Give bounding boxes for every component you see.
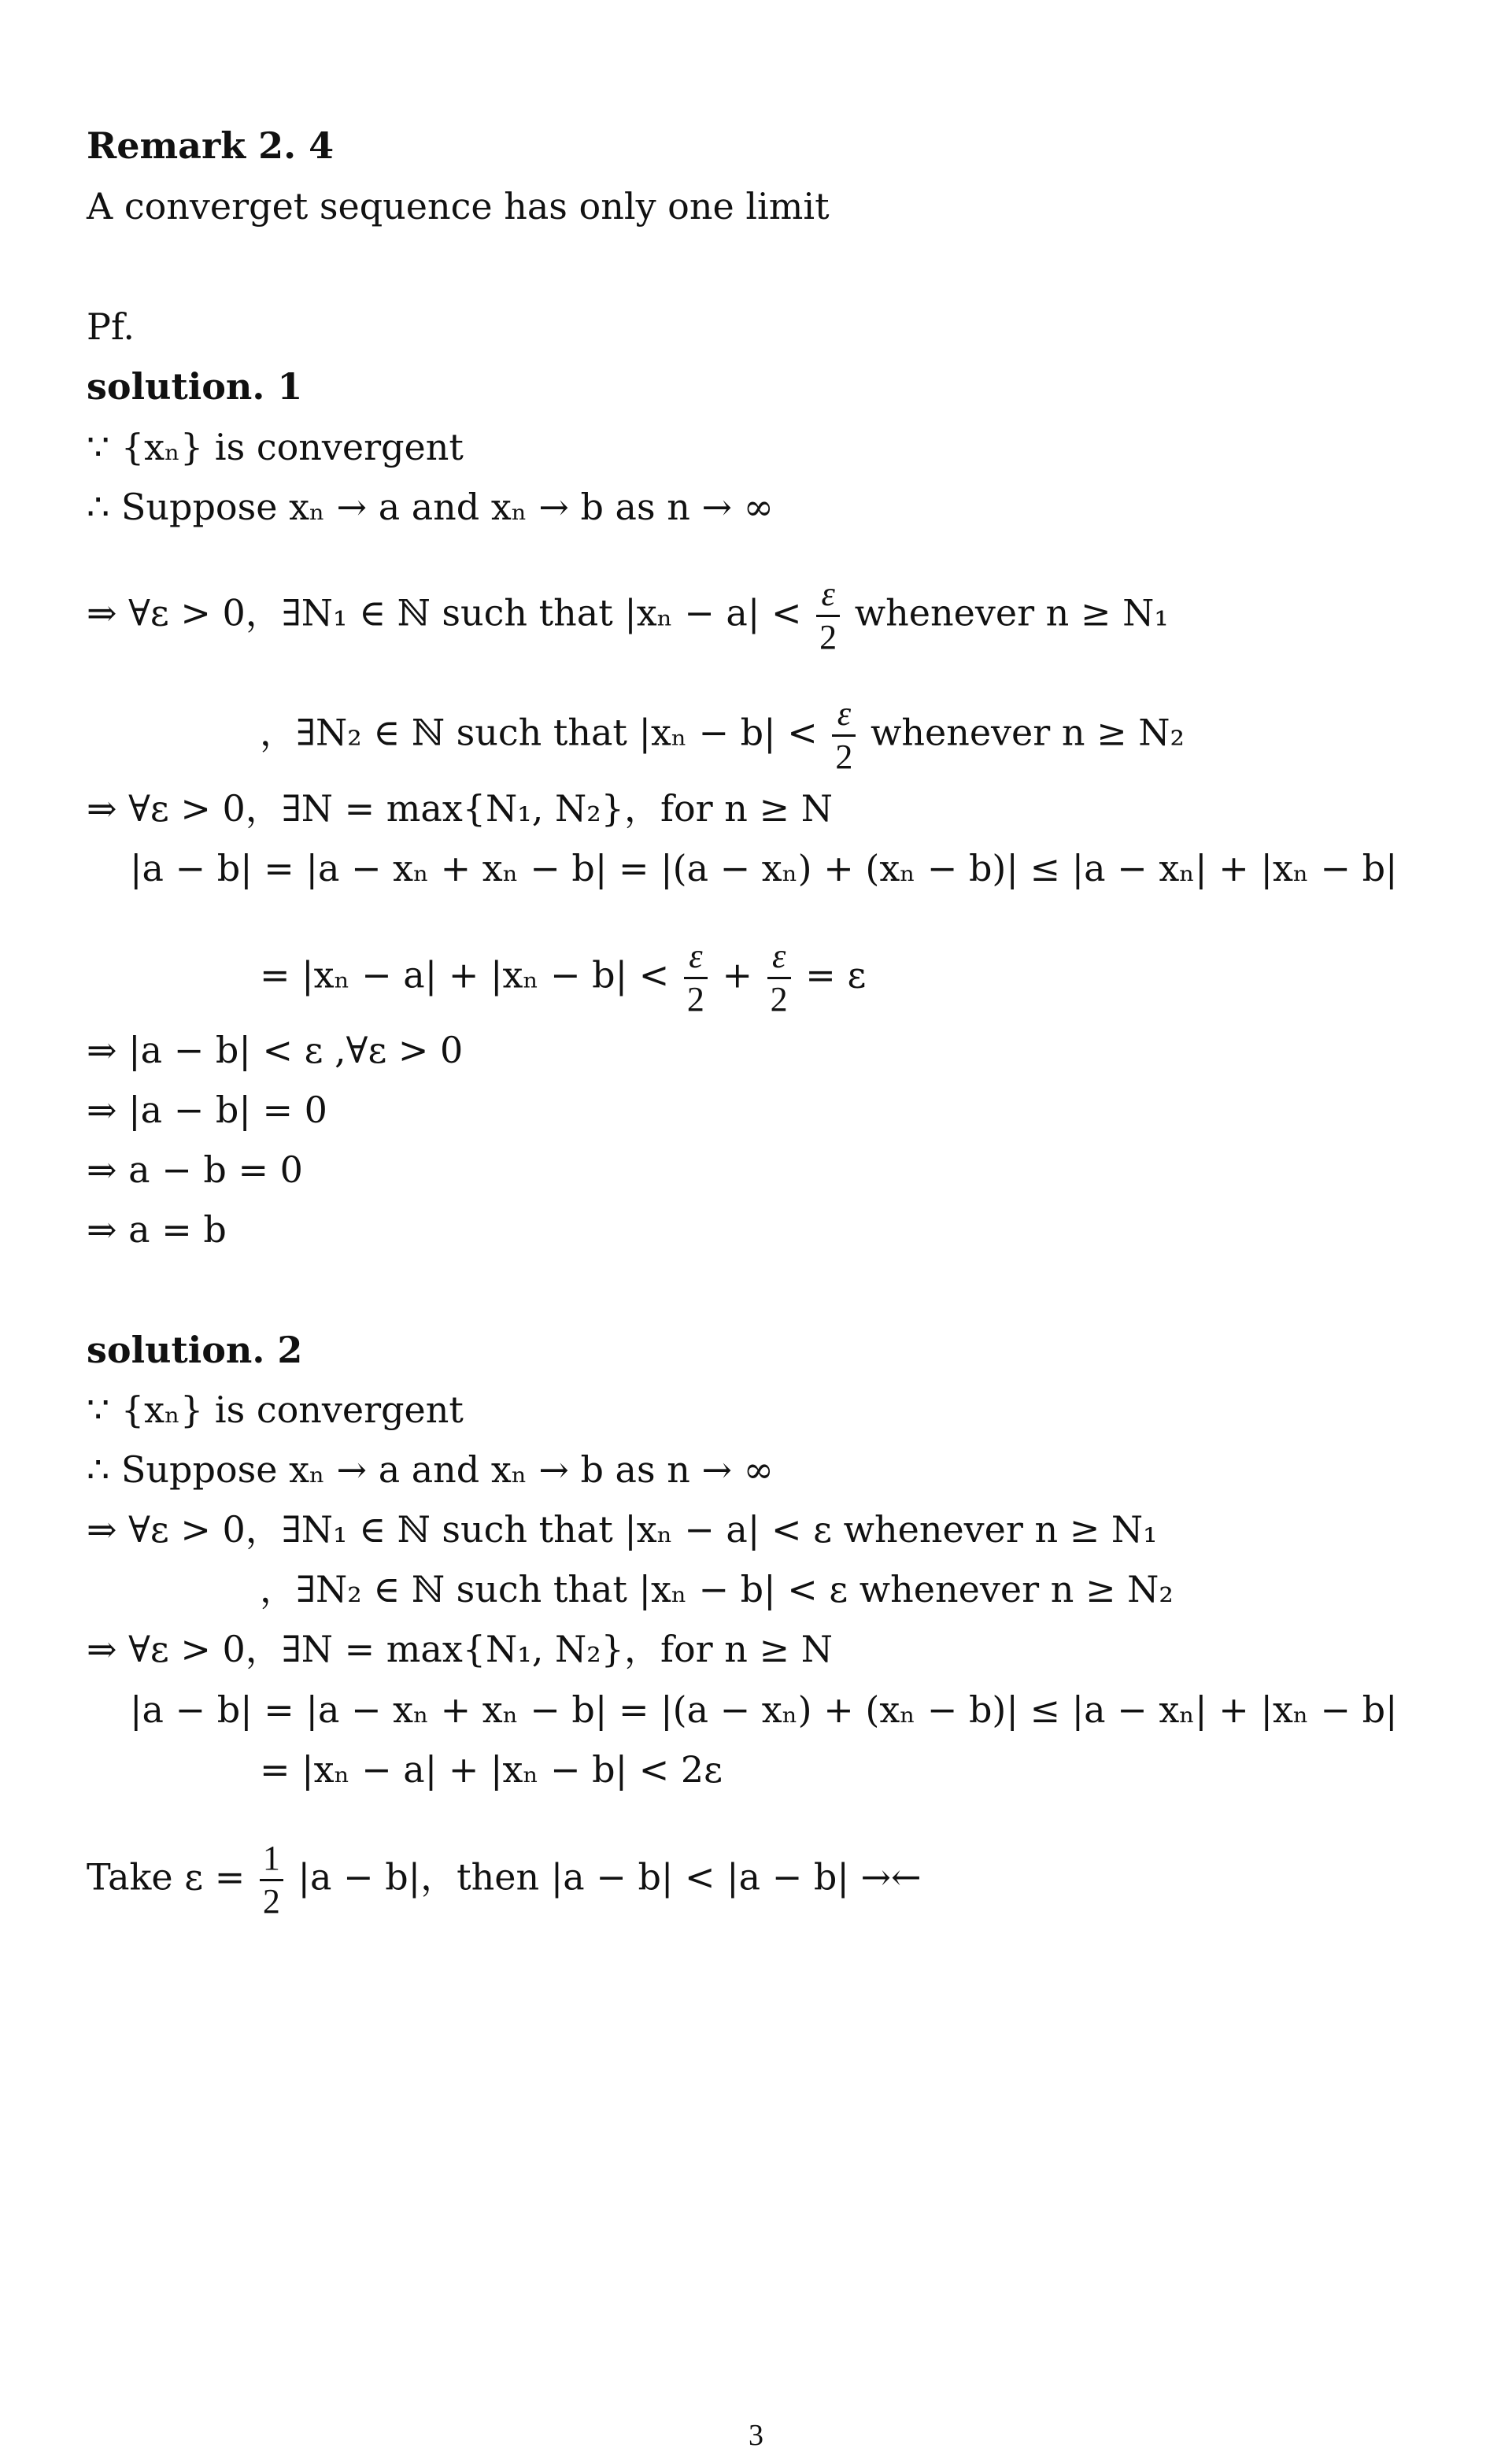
epsilon-over-two-fraction bbox=[832, 693, 856, 778]
solution-1-line: ⇒ a = b bbox=[87, 1208, 227, 1251]
fraction-numerator: ε bbox=[767, 936, 791, 979]
fraction-numerator: ε bbox=[684, 936, 708, 979]
fraction-numerator: 1 bbox=[260, 1838, 283, 1881]
solution-2-title: solution. 2 bbox=[87, 1329, 303, 1371]
fraction-numerator: ε bbox=[832, 693, 856, 737]
solution-1-line bbox=[87, 574, 1169, 658]
solution-1-line: ⇒ ∀ε > 0，∃N = max{N₁, N₂}，for n ≥ N bbox=[87, 787, 833, 830]
solution-2-line: ⇒ ∀ε > 0，∃N₁ ∈ ℕ such that |xₙ − a| < ε whenever n ≥ N₁ bbox=[87, 1508, 1158, 1551]
condition-text: whenever n ≥ N₁ bbox=[854, 591, 1169, 634]
solution-2-line: |a − b| = |a − xₙ + xₙ − b| = |(a − xₙ) + (xₙ − b)| ≤ |a − xₙ| + |xₙ − b| bbox=[130, 1688, 1398, 1731]
inequality-text: ⇒ ∀ε > 0，∃N₁ ∈ ℕ such that |xₙ − a| < bbox=[87, 591, 802, 634]
solution-2-line: ，∃N₂ ∈ ℕ such that |xₙ − b| < ε whenever n ≥ N₂ bbox=[260, 1568, 1174, 1610]
solution-1-line: ⇒ a − b = 0 bbox=[87, 1148, 303, 1191]
solution-1-line bbox=[260, 936, 866, 1020]
condition-text: whenever n ≥ N₂ bbox=[870, 711, 1185, 754]
solution-1-line: |a − b| = |a − xₙ + xₙ − b| = |(a − xₙ) + (xₙ − b)| ≤ |a − xₙ| + |xₙ − b| bbox=[130, 847, 1398, 889]
solution-2-line: ∴ Suppose xₙ → a and xₙ → b as n → ∞ bbox=[87, 1448, 774, 1491]
sum-text: = |xₙ − a| + |xₙ − b| < bbox=[260, 953, 670, 997]
remark-statement: A converget sequence has only one limit bbox=[87, 185, 830, 227]
remark-title: Remark 2. 4 bbox=[87, 124, 335, 167]
contradiction-text: |a − b|，then |a − b| < |a − b| →← bbox=[298, 1855, 922, 1899]
fraction-denominator: 2 bbox=[686, 980, 704, 1019]
epsilon-over-two-fraction bbox=[684, 936, 708, 1020]
solution-1-line: ⇒ |a − b| < ε ,∀ε > 0 bbox=[87, 1029, 464, 1071]
solution-1-line bbox=[260, 693, 1185, 778]
plus-sign: + bbox=[722, 953, 753, 997]
result-text: = ε bbox=[805, 953, 867, 997]
solution-1-line: ∵ {xₙ} is convergent bbox=[87, 426, 464, 468]
fraction-denominator: 2 bbox=[262, 1882, 280, 1921]
one-half-fraction bbox=[260, 1838, 283, 1922]
solution-2-line bbox=[87, 1838, 922, 1922]
solution-2-line: = |xₙ − a| + |xₙ − b| < 2ε bbox=[260, 1748, 723, 1791]
solution-1-title: solution. 1 bbox=[87, 365, 303, 408]
fraction-denominator: 2 bbox=[819, 618, 837, 656]
solution-2-line: ∵ {xₙ} is convergent bbox=[87, 1389, 464, 1431]
fraction-denominator: 2 bbox=[835, 738, 853, 776]
epsilon-over-two-fraction bbox=[816, 574, 840, 658]
solution-1-line: ⇒ |a − b| = 0 bbox=[87, 1089, 327, 1131]
take-epsilon-text: Take ε = bbox=[87, 1855, 246, 1899]
inequality-text: ，∃N₂ ∈ ℕ such that |xₙ − b| < bbox=[260, 711, 818, 754]
epsilon-over-two-fraction bbox=[767, 936, 791, 1020]
proof-label: Pf. bbox=[87, 305, 135, 348]
fraction-numerator: ε bbox=[816, 574, 840, 617]
solution-1-line: ∴ Suppose xₙ → a and xₙ → b as n → ∞ bbox=[87, 486, 774, 528]
fraction-denominator: 2 bbox=[770, 980, 788, 1019]
solution-2-line: ⇒ ∀ε > 0，∃N = max{N₁, N₂}，for n ≥ N bbox=[87, 1628, 833, 1670]
page-number: 3 bbox=[749, 2419, 763, 2452]
